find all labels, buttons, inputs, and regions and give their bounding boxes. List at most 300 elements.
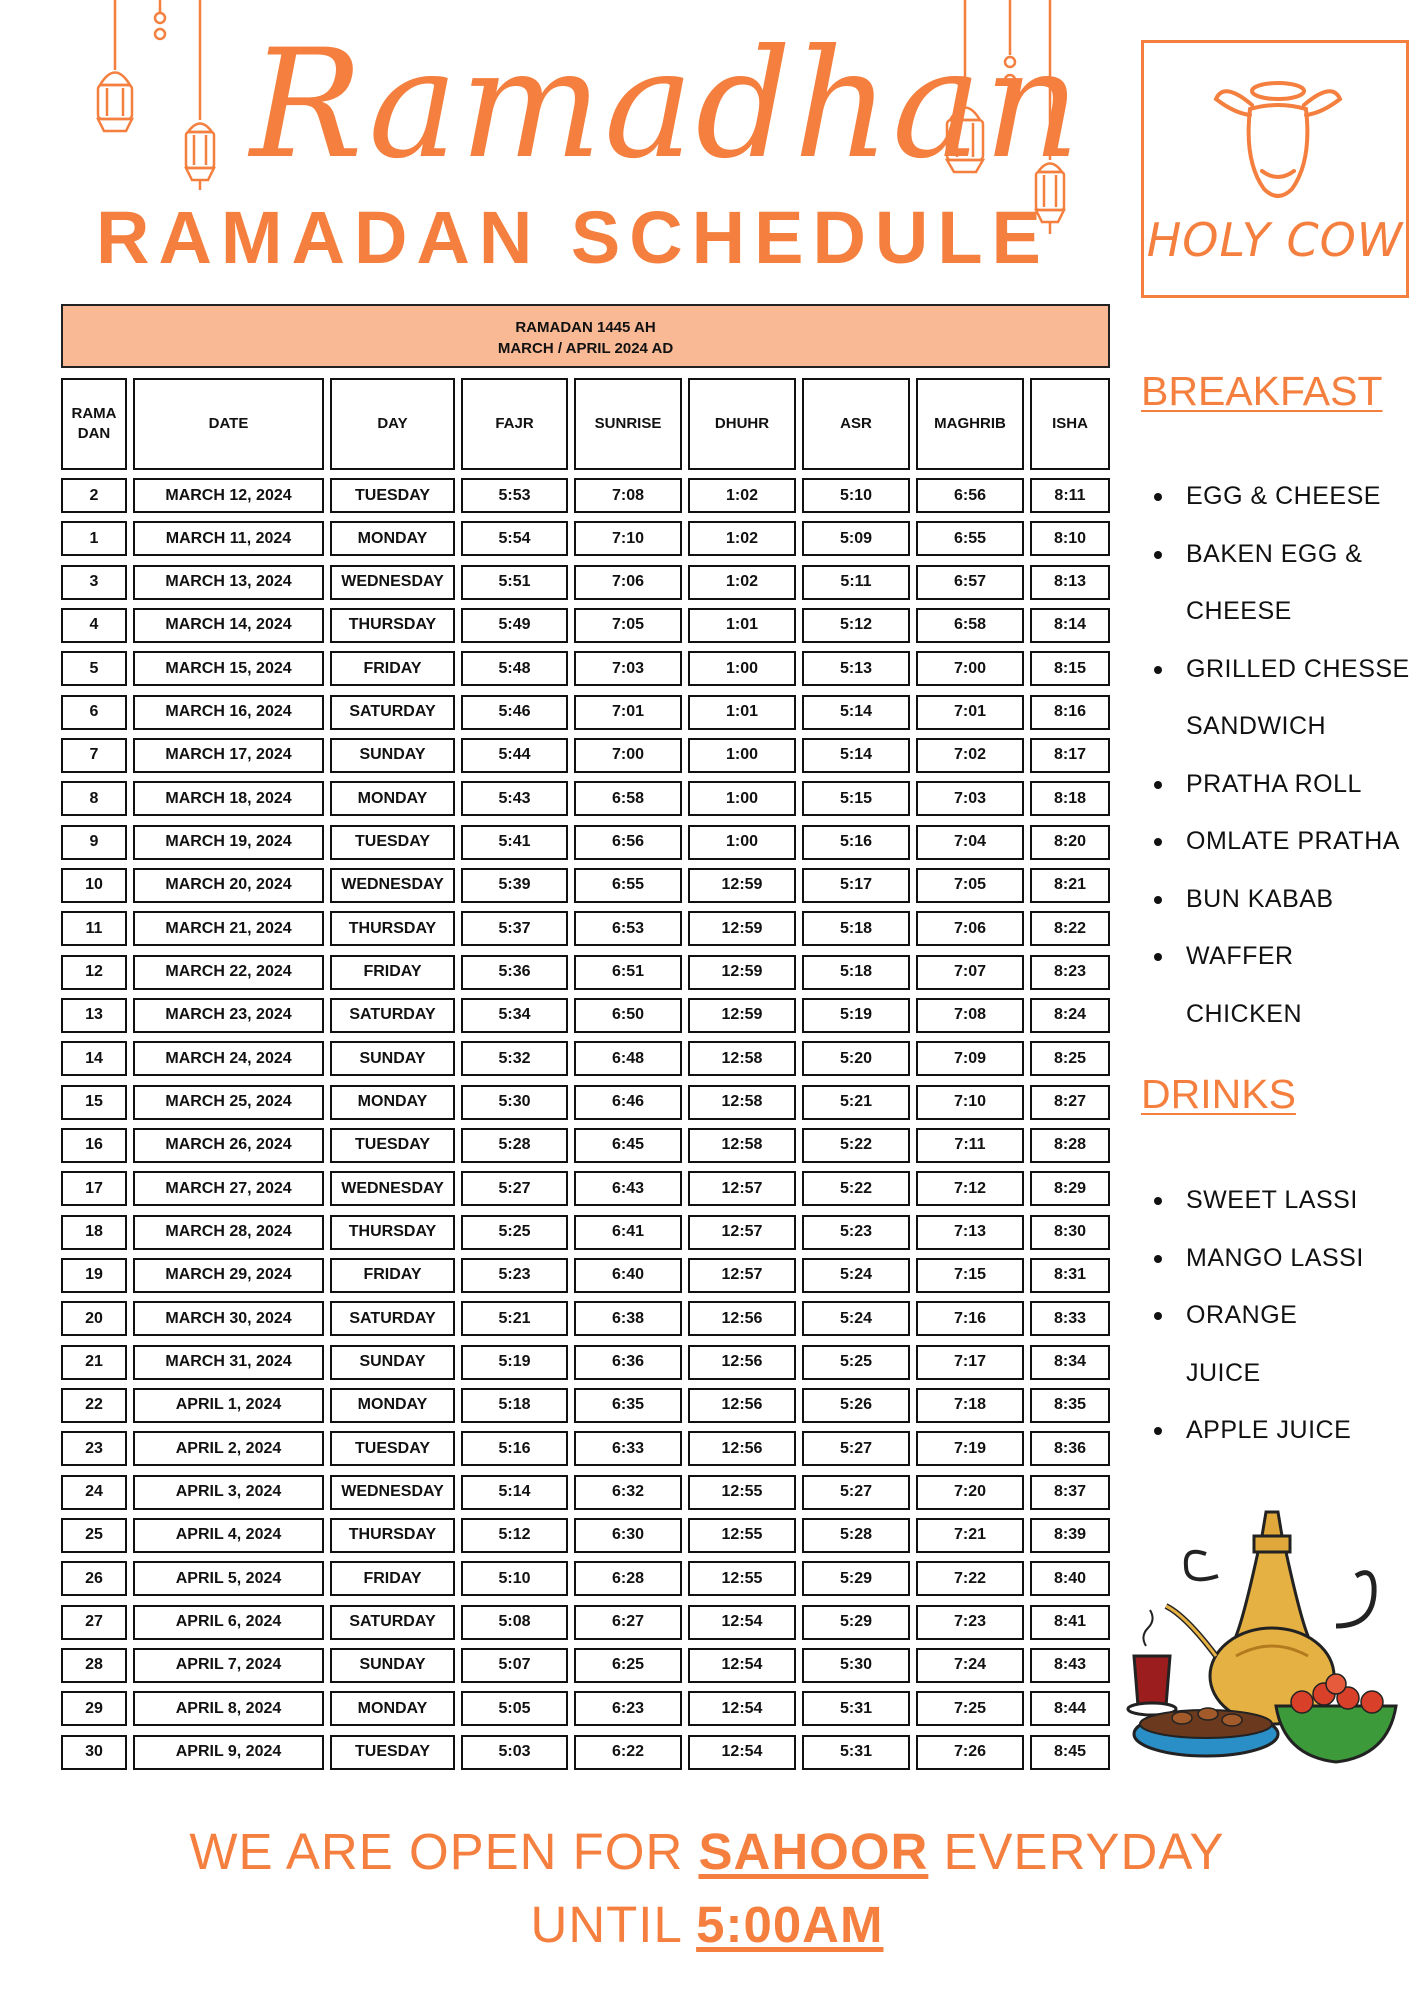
cell-isha: 8:24 xyxy=(1030,998,1110,1033)
cell-isha: 8:22 xyxy=(1030,911,1110,946)
cell-day: TUESDAY xyxy=(330,825,455,860)
cell-asr: 5:11 xyxy=(802,565,910,600)
cell-isha: 8:45 xyxy=(1030,1735,1110,1770)
cell-fajr: 5:32 xyxy=(461,1041,568,1076)
cell-asr: 5:31 xyxy=(802,1735,910,1770)
cell-isha: 8:34 xyxy=(1030,1345,1110,1380)
cell-date: MARCH 28, 2024 xyxy=(133,1215,324,1250)
cell-isha: 8:37 xyxy=(1030,1475,1110,1510)
cell-asr: 5:14 xyxy=(802,738,910,773)
cell-day: TUESDAY xyxy=(330,1128,455,1163)
cell-isha: 8:41 xyxy=(1030,1605,1110,1640)
cow-head-icon xyxy=(1204,71,1352,219)
cell-date: MARCH 19, 2024 xyxy=(133,825,324,860)
cell-date: MARCH 29, 2024 xyxy=(133,1258,324,1293)
cell-maghrib: 7:12 xyxy=(916,1171,1024,1206)
cell-sunrise: 6:22 xyxy=(574,1735,682,1770)
cell-dhuhr: 12:58 xyxy=(688,1041,796,1076)
cell-maghrib: 7:09 xyxy=(916,1041,1024,1076)
cell-dhuhr: 1:02 xyxy=(688,521,796,556)
cell-sunrise: 6:41 xyxy=(574,1215,682,1250)
cell-sunrise: 7:03 xyxy=(574,651,682,686)
cell-fajr: 5:23 xyxy=(461,1258,568,1293)
drink-item: JUICE xyxy=(1186,1358,1261,1387)
cell-ramadan: 1 xyxy=(61,521,127,556)
cell-dhuhr: 12:54 xyxy=(688,1605,796,1640)
cell-sunrise: 6:45 xyxy=(574,1128,682,1163)
cell-day: SUNDAY xyxy=(330,1041,455,1076)
cell-day: MONDAY xyxy=(330,781,455,816)
cell-ramadan: 13 xyxy=(61,998,127,1033)
cell-date: MARCH 23, 2024 xyxy=(133,998,324,1033)
cell-asr: 5:28 xyxy=(802,1518,910,1553)
cell-dhuhr: 12:56 xyxy=(688,1388,796,1423)
cell-asr: 5:22 xyxy=(802,1128,910,1163)
cell-sunrise: 6:36 xyxy=(574,1345,682,1380)
cell-fajr: 5:34 xyxy=(461,998,568,1033)
cell-day: WEDNESDAY xyxy=(330,565,455,600)
cell-asr: 5:12 xyxy=(802,608,910,643)
cell-fajr: 5:51 xyxy=(461,565,568,600)
cell-date: MARCH 24, 2024 xyxy=(133,1041,324,1076)
footer-time: 5:00AM xyxy=(696,1896,884,1953)
cell-day: TUESDAY xyxy=(330,478,455,513)
breakfast-item: EGG & CHEESE xyxy=(1146,468,1414,526)
cell-ramadan: 15 xyxy=(61,1085,127,1120)
cell-isha: 8:39 xyxy=(1030,1518,1110,1553)
cell-date: MARCH 22, 2024 xyxy=(133,955,324,990)
cell-maghrib: 7:15 xyxy=(916,1258,1024,1293)
cell-day: MONDAY xyxy=(330,1388,455,1423)
cell-day: FRIDAY xyxy=(330,1561,455,1596)
drink-item: ORANGE xyxy=(1146,1287,1414,1345)
cell-maghrib: 6:58 xyxy=(916,608,1024,643)
cell-sunrise: 7:01 xyxy=(574,695,682,730)
cell-maghrib: 7:03 xyxy=(916,781,1024,816)
cell-fajr: 5:49 xyxy=(461,608,568,643)
cell-fajr: 5:27 xyxy=(461,1171,568,1206)
footer-line-1 xyxy=(0,1822,1414,1881)
cell-fajr: 5:25 xyxy=(461,1215,568,1250)
cell-sunrise: 7:06 xyxy=(574,565,682,600)
cell-dhuhr: 12:58 xyxy=(688,1085,796,1120)
cell-maghrib: 7:07 xyxy=(916,955,1024,990)
cell-sunrise: 6:43 xyxy=(574,1171,682,1206)
cell-date: APRIL 8, 2024 xyxy=(133,1691,324,1726)
cell-day: TUESDAY xyxy=(330,1431,455,1466)
teapot-and-dates-icon xyxy=(1126,1506,1408,1774)
cell-day: SATURDAY xyxy=(330,1301,455,1336)
cell-day: THURSDAY xyxy=(330,1518,455,1553)
cell-date: APRIL 5, 2024 xyxy=(133,1561,324,1596)
cell-dhuhr: 12:55 xyxy=(688,1518,796,1553)
cell-date: MARCH 31, 2024 xyxy=(133,1345,324,1380)
cell-maghrib: 7:25 xyxy=(916,1691,1024,1726)
cell-date: APRIL 1, 2024 xyxy=(133,1388,324,1423)
cell-asr: 5:29 xyxy=(802,1605,910,1640)
cell-fajr: 5:37 xyxy=(461,911,568,946)
cell-date: MARCH 11, 2024 xyxy=(133,521,324,556)
cell-day: TUESDAY xyxy=(330,1735,455,1770)
cell-isha: 8:30 xyxy=(1030,1215,1110,1250)
cell-fajr: 5:54 xyxy=(461,521,568,556)
cell-asr: 5:25 xyxy=(802,1345,910,1380)
cell-ramadan: 27 xyxy=(61,1605,127,1640)
cell-asr: 5:26 xyxy=(802,1388,910,1423)
cell-date: MARCH 16, 2024 xyxy=(133,695,324,730)
cell-date: MARCH 25, 2024 xyxy=(133,1085,324,1120)
cell-asr: 5:18 xyxy=(802,911,910,946)
cell-maghrib: 7:13 xyxy=(916,1215,1024,1250)
footer-text: EVERYDAY xyxy=(928,1823,1225,1880)
cell-maghrib: 7:23 xyxy=(916,1605,1024,1640)
cell-ramadan: 29 xyxy=(61,1691,127,1726)
cell-fajr: 5:08 xyxy=(461,1605,568,1640)
cell-dhuhr: 12:56 xyxy=(688,1431,796,1466)
footer-text: UNTIL xyxy=(530,1896,697,1953)
breakfast-item: BUN KABAB xyxy=(1146,871,1414,929)
cell-isha: 8:25 xyxy=(1030,1041,1110,1076)
cell-sunrise: 6:23 xyxy=(574,1691,682,1726)
cell-fajr: 5:21 xyxy=(461,1301,568,1336)
breakfast-item: OMLATE PRATHA xyxy=(1146,813,1414,871)
cell-maghrib: 7:24 xyxy=(916,1648,1024,1683)
cell-isha: 8:35 xyxy=(1030,1388,1110,1423)
cell-date: MARCH 13, 2024 xyxy=(133,565,324,600)
cell-isha: 8:44 xyxy=(1030,1691,1110,1726)
cell-fajr: 5:41 xyxy=(461,825,568,860)
cell-fajr: 5:36 xyxy=(461,955,568,990)
cell-maghrib: 7:21 xyxy=(916,1518,1024,1553)
cell-sunrise: 7:10 xyxy=(574,521,682,556)
cell-maghrib: 7:11 xyxy=(916,1128,1024,1163)
cell-asr: 5:24 xyxy=(802,1301,910,1336)
footer-text: WE ARE OPEN FOR xyxy=(189,1823,699,1880)
cell-fajr: 5:30 xyxy=(461,1085,568,1120)
page-title: RAMADAN SCHEDULE xyxy=(96,196,1050,279)
cell-dhuhr: 12:59 xyxy=(688,955,796,990)
cell-sunrise: 6:28 xyxy=(574,1561,682,1596)
cell-asr: 5:09 xyxy=(802,521,910,556)
cell-dhuhr: 1:01 xyxy=(688,608,796,643)
cell-sunrise: 6:51 xyxy=(574,955,682,990)
cell-sunrise: 6:33 xyxy=(574,1431,682,1466)
breakfast-item: CHEESE xyxy=(1186,597,1292,625)
cell-day: MONDAY xyxy=(330,521,455,556)
cell-sunrise: 6:56 xyxy=(574,825,682,860)
cell-dhuhr: 12:54 xyxy=(688,1691,796,1726)
cell-date: MARCH 17, 2024 xyxy=(133,738,324,773)
cell-asr: 5:16 xyxy=(802,825,910,860)
cell-isha: 8:14 xyxy=(1030,608,1110,643)
cell-ramadan: 16 xyxy=(61,1128,127,1163)
cell-maghrib: 6:56 xyxy=(916,478,1024,513)
cell-dhuhr: 1:02 xyxy=(688,478,796,513)
cell-isha: 8:43 xyxy=(1030,1648,1110,1683)
cell-sunrise: 6:40 xyxy=(574,1258,682,1293)
cell-fajr: 5:28 xyxy=(461,1128,568,1163)
cell-isha: 8:29 xyxy=(1030,1171,1110,1206)
cell-ramadan: 17 xyxy=(61,1171,127,1206)
cell-dhuhr: 12:55 xyxy=(688,1561,796,1596)
cell-isha: 8:18 xyxy=(1030,781,1110,816)
cell-fajr: 5:05 xyxy=(461,1691,568,1726)
cell-maghrib: 7:18 xyxy=(916,1388,1024,1423)
cell-isha: 8:27 xyxy=(1030,1085,1110,1120)
column-header-fajr: FAJR xyxy=(461,378,568,470)
cell-maghrib: 7:02 xyxy=(916,738,1024,773)
lantern-icon xyxy=(186,0,214,190)
cell-isha: 8:23 xyxy=(1030,955,1110,990)
cell-asr: 5:27 xyxy=(802,1475,910,1510)
cell-asr: 5:23 xyxy=(802,1215,910,1250)
cell-asr: 5:19 xyxy=(802,998,910,1033)
cell-isha: 8:15 xyxy=(1030,651,1110,686)
cell-isha: 8:36 xyxy=(1030,1431,1110,1466)
cell-maghrib: 7:04 xyxy=(916,825,1024,860)
cell-day: THURSDAY xyxy=(330,1215,455,1250)
cell-date: APRIL 7, 2024 xyxy=(133,1648,324,1683)
cell-asr: 5:22 xyxy=(802,1171,910,1206)
cell-maghrib: 7:22 xyxy=(916,1561,1024,1596)
breakfast-item: BAKEN EGG & xyxy=(1146,526,1414,584)
cell-sunrise: 6:55 xyxy=(574,868,682,903)
cell-dhuhr: 12:54 xyxy=(688,1648,796,1683)
breakfast-list xyxy=(1146,468,1414,1043)
cell-day: SUNDAY xyxy=(330,1345,455,1380)
cell-ramadan: 18 xyxy=(61,1215,127,1250)
cell-day: WEDNESDAY xyxy=(330,868,455,903)
cell-maghrib: 7:00 xyxy=(916,651,1024,686)
column-header-date: DATE xyxy=(133,378,324,470)
cell-ramadan: 2 xyxy=(61,478,127,513)
cell-dhuhr: 1:02 xyxy=(688,565,796,600)
cell-ramadan: 19 xyxy=(61,1258,127,1293)
cell-ramadan: 12 xyxy=(61,955,127,990)
cell-dhuhr: 1:01 xyxy=(688,695,796,730)
cell-isha: 8:17 xyxy=(1030,738,1110,773)
cell-asr: 5:18 xyxy=(802,955,910,990)
cell-date: MARCH 20, 2024 xyxy=(133,868,324,903)
schedule-header-months: MARCH / APRIL 2024 AD xyxy=(497,340,674,357)
cell-date: MARCH 15, 2024 xyxy=(133,651,324,686)
logo-wordmark: HOLY COW xyxy=(1146,213,1404,267)
cell-asr: 5:27 xyxy=(802,1431,910,1466)
cell-day: SUNDAY xyxy=(330,1648,455,1683)
cell-asr: 5:14 xyxy=(802,695,910,730)
cell-dhuhr: 12:59 xyxy=(688,868,796,903)
drinks-list xyxy=(1146,1172,1414,1460)
cell-sunrise: 6:30 xyxy=(574,1518,682,1553)
cell-isha: 8:13 xyxy=(1030,565,1110,600)
drink-item: APPLE JUICE xyxy=(1146,1402,1414,1460)
cell-dhuhr: 1:00 xyxy=(688,825,796,860)
cell-ramadan: 5 xyxy=(61,651,127,686)
cell-ramadan: 28 xyxy=(61,1648,127,1683)
cell-asr: 5:24 xyxy=(802,1258,910,1293)
cell-date: MARCH 26, 2024 xyxy=(133,1128,324,1163)
cell-asr: 5:13 xyxy=(802,651,910,686)
cell-ramadan: 14 xyxy=(61,1041,127,1076)
column-header-day: DAY xyxy=(330,378,455,470)
drink-item: MANGO LASSI xyxy=(1146,1230,1414,1288)
cell-sunrise: 6:25 xyxy=(574,1648,682,1683)
cell-fajr: 5:19 xyxy=(461,1345,568,1380)
cell-fajr: 5:46 xyxy=(461,695,568,730)
cell-sunrise: 6:48 xyxy=(574,1041,682,1076)
cell-sunrise: 6:58 xyxy=(574,781,682,816)
breakfast-item: GRILLED CHESSE xyxy=(1146,641,1414,699)
breakfast-item: SANDWICH xyxy=(1186,712,1327,740)
drinks-title: DRINKS xyxy=(1141,1071,1296,1117)
cell-ramadan: 3 xyxy=(61,565,127,600)
cell-date: APRIL 4, 2024 xyxy=(133,1518,324,1553)
cell-sunrise: 6:27 xyxy=(574,1605,682,1640)
cell-fajr: 5:16 xyxy=(461,1431,568,1466)
cell-day: SATURDAY xyxy=(330,695,455,730)
cell-dhuhr: 1:00 xyxy=(688,651,796,686)
cell-fajr: 5:07 xyxy=(461,1648,568,1683)
cell-asr: 5:30 xyxy=(802,1648,910,1683)
cell-maghrib: 7:05 xyxy=(916,868,1024,903)
cell-sunrise: 7:08 xyxy=(574,478,682,513)
cell-ramadan: 11 xyxy=(61,911,127,946)
column-header-sunrise: SUNRISE xyxy=(574,378,682,470)
cell-fajr: 5:44 xyxy=(461,738,568,773)
cell-maghrib: 7:26 xyxy=(916,1735,1024,1770)
cell-isha: 8:28 xyxy=(1030,1128,1110,1163)
cell-asr: 5:20 xyxy=(802,1041,910,1076)
cell-day: FRIDAY xyxy=(330,1258,455,1293)
column-header-asr: ASR xyxy=(802,378,910,470)
cell-fajr: 5:39 xyxy=(461,868,568,903)
cell-date: MARCH 27, 2024 xyxy=(133,1171,324,1206)
cell-sunrise: 6:35 xyxy=(574,1388,682,1423)
cell-dhuhr: 1:00 xyxy=(688,781,796,816)
cell-isha: 8:11 xyxy=(1030,478,1110,513)
cell-maghrib: 7:20 xyxy=(916,1475,1024,1510)
cell-dhuhr: 12:55 xyxy=(688,1475,796,1510)
cell-isha: 8:10 xyxy=(1030,521,1110,556)
cell-day: FRIDAY xyxy=(330,651,455,686)
cell-dhuhr: 12:57 xyxy=(688,1215,796,1250)
cell-maghrib: 6:55 xyxy=(916,521,1024,556)
cell-ramadan: 20 xyxy=(61,1301,127,1336)
cell-isha: 8:21 xyxy=(1030,868,1110,903)
cell-date: APRIL 3, 2024 xyxy=(133,1475,324,1510)
cell-day: FRIDAY xyxy=(330,955,455,990)
cell-sunrise: 7:05 xyxy=(574,608,682,643)
cell-ramadan: 9 xyxy=(61,825,127,860)
lantern-icon xyxy=(98,0,165,131)
cell-isha: 8:20 xyxy=(1030,825,1110,860)
breakfast-item: PRATHA ROLL xyxy=(1146,756,1414,814)
cell-day: THURSDAY xyxy=(330,911,455,946)
cell-fajr: 5:48 xyxy=(461,651,568,686)
cell-fajr: 5:53 xyxy=(461,478,568,513)
cell-sunrise: 6:53 xyxy=(574,911,682,946)
cell-fajr: 5:18 xyxy=(461,1388,568,1423)
cell-fajr: 5:03 xyxy=(461,1735,568,1770)
holy-cow-logo xyxy=(1141,40,1409,298)
cell-dhuhr: 12:57 xyxy=(688,1258,796,1293)
cell-ramadan: 22 xyxy=(61,1388,127,1423)
cell-day: WEDNESDAY xyxy=(330,1475,455,1510)
cell-maghrib: 7:08 xyxy=(916,998,1024,1033)
cell-ramadan: 7 xyxy=(61,738,127,773)
cell-dhuhr: 12:59 xyxy=(688,911,796,946)
cell-day: MONDAY xyxy=(330,1691,455,1726)
cell-fajr: 5:43 xyxy=(461,781,568,816)
schedule-header xyxy=(61,304,1110,368)
cell-ramadan: 6 xyxy=(61,695,127,730)
cell-sunrise: 6:32 xyxy=(574,1475,682,1510)
breakfast-title: BREAKFAST xyxy=(1141,368,1383,414)
cell-sunrise: 6:50 xyxy=(574,998,682,1033)
cell-isha: 8:16 xyxy=(1030,695,1110,730)
cell-asr: 5:29 xyxy=(802,1561,910,1596)
cell-maghrib: 7:17 xyxy=(916,1345,1024,1380)
cell-ramadan: 24 xyxy=(61,1475,127,1510)
cell-dhuhr: 12:58 xyxy=(688,1128,796,1163)
cell-date: MARCH 14, 2024 xyxy=(133,608,324,643)
breakfast-item: WAFFER CHICKEN xyxy=(1146,928,1414,1043)
cell-date: APRIL 9, 2024 xyxy=(133,1735,324,1770)
column-header-maghrib: MAGHRIB xyxy=(916,378,1024,470)
cell-ramadan: 10 xyxy=(61,868,127,903)
cell-dhuhr: 12:56 xyxy=(688,1345,796,1380)
cell-fajr: 5:10 xyxy=(461,1561,568,1596)
cell-asr: 5:31 xyxy=(802,1691,910,1726)
cell-ramadan: 30 xyxy=(61,1735,127,1770)
cell-ramadan: 25 xyxy=(61,1518,127,1553)
cell-maghrib: 7:01 xyxy=(916,695,1024,730)
cell-ramadan: 21 xyxy=(61,1345,127,1380)
column-header-ramadan: RAMA DAN xyxy=(61,378,127,470)
cell-maghrib: 7:06 xyxy=(916,911,1024,946)
cell-asr: 5:21 xyxy=(802,1085,910,1120)
cell-date: MARCH 12, 2024 xyxy=(133,478,324,513)
cell-day: WEDNESDAY xyxy=(330,1171,455,1206)
cell-maghrib: 7:10 xyxy=(916,1085,1024,1120)
script-title: Ramadhan xyxy=(250,18,1083,192)
cell-dhuhr: 12:54 xyxy=(688,1735,796,1770)
cell-maghrib: 7:16 xyxy=(916,1301,1024,1336)
cell-fajr: 5:14 xyxy=(461,1475,568,1510)
cell-asr: 5:15 xyxy=(802,781,910,816)
cell-ramadan: 26 xyxy=(61,1561,127,1596)
column-header-isha: ISHA xyxy=(1030,378,1110,470)
cell-sunrise: 6:46 xyxy=(574,1085,682,1120)
cell-date: APRIL 6, 2024 xyxy=(133,1605,324,1640)
cell-day: SATURDAY xyxy=(330,998,455,1033)
cell-ramadan: 23 xyxy=(61,1431,127,1466)
cell-dhuhr: 1:00 xyxy=(688,738,796,773)
drink-item: SWEET LASSI xyxy=(1146,1172,1414,1230)
cell-ramadan: 8 xyxy=(61,781,127,816)
footer-sahoor: SAHOOR xyxy=(698,1823,929,1880)
cell-date: APRIL 2, 2024 xyxy=(133,1431,324,1466)
cell-date: MARCH 21, 2024 xyxy=(133,911,324,946)
cell-dhuhr: 12:59 xyxy=(688,998,796,1033)
cell-day: MONDAY xyxy=(330,1085,455,1120)
cell-day: THURSDAY xyxy=(330,608,455,643)
cell-sunrise: 6:38 xyxy=(574,1301,682,1336)
cell-maghrib: 7:19 xyxy=(916,1431,1024,1466)
cell-date: MARCH 18, 2024 xyxy=(133,781,324,816)
cell-day: SATURDAY xyxy=(330,1605,455,1640)
cell-maghrib: 6:57 xyxy=(916,565,1024,600)
